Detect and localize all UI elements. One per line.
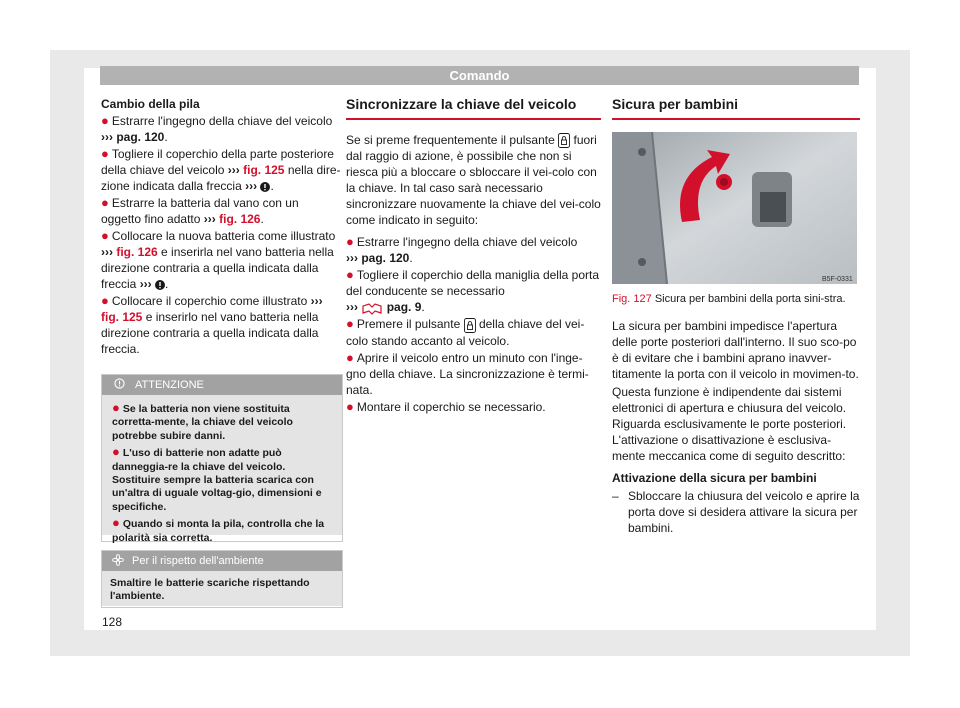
child-lock-section-title: Sicura per bambini	[612, 96, 860, 120]
page-number: 128	[102, 615, 123, 629]
bullet-2: ● Togliere il coperchio della parte posteriore della chiave del veicolo ››› fig. 125 nella dire-zione indicata dalla freccia ››› .	[101, 146, 341, 193]
sync-intro: Se si preme frequentemente il pulsante fuori dal raggio di azione, è possibile che non si riesca più a bloccare o sbloccare il vei-colo con la chiave. In tal caso sarà necessario sincronizzare nuovamente la chiave del vei-colo come indicato in seguito:	[346, 133, 601, 228]
bullet-dot: ●	[101, 228, 109, 243]
bullet-dot: ●	[346, 398, 354, 414]
bullet-dot: ●	[112, 515, 120, 531]
warning-icon	[114, 378, 125, 389]
dash-marker: –	[612, 489, 619, 503]
bullet-dot: ●	[101, 195, 109, 210]
door-lock-illustration	[612, 132, 857, 284]
sync-section-title: Sincronizzare la chiave del veicolo	[346, 96, 601, 120]
bullet-dot: ●	[101, 113, 109, 128]
flower-icon	[112, 554, 124, 566]
warning-body	[102, 395, 342, 544]
page-link[interactable]: ››› pag. 120	[101, 130, 165, 144]
environment-body: Smaltire le batterie scariche rispettando l'ambiente.	[102, 571, 342, 606]
bullet-3: ● Estrarre la batteria dal vano con un oggetto fino adatto ››› fig. 126.	[101, 195, 299, 226]
bullet-dot: ●	[101, 146, 109, 161]
warning-header: ATTENZIONE	[102, 375, 342, 395]
figure-caption: Fig. 127 Sicura per bambini della porta sini-stra.	[612, 293, 846, 305]
figure-link[interactable]: fig. 126	[116, 245, 158, 259]
bullet-4: ● Collocare la nuova batteria come illustrato ››› fig. 126 e inserirla nel vano batteria nella direzione contraria a quella indicata dalla freccia ››› .	[101, 228, 336, 291]
activation-step: – Sbloccare la chiusura del veicolo e aprire la porta dove si desidera attivare la sicura per bambini.	[612, 489, 860, 535]
child-lock-paragraph-2: Questa funzione è indipendente dai sistemi elettronici di apertura e chiusura del veicolo. Riguarda esclusivamente le porte posteriori. L'attivazione o disattivazione è esclusiva-mente meccanica come di seguito descritto:	[612, 385, 847, 463]
figure-link[interactable]: fig. 126	[219, 212, 261, 226]
bullet-dot: ●	[346, 349, 354, 365]
sync-bullet-1: ● Estrarre l'ingegno della chiave del veicolo ››› pag. 120.	[346, 234, 578, 266]
bullet-dot: ●	[346, 267, 354, 283]
sync-bullet-4: ● Aprire il veicolo entro un minuto con l'inge-gno della chiave. La sincronizzazione è termi-nata.	[346, 349, 589, 397]
warning-box	[101, 374, 343, 542]
page-link[interactable]: pag. 9	[386, 300, 422, 315]
figure-link[interactable]: fig. 125	[101, 310, 143, 324]
column-left	[101, 96, 341, 358]
environment-box	[101, 550, 343, 608]
battery-heading: Cambio della pila	[101, 97, 200, 111]
child-lock-paragraph-1: La sicura per bambini impedisce l'apertura delle porte posteriori dall'interno. Il suo sco-po è di evitare che i bambini aprano inavver-titamente la porta con il veicolo in movimen-to.	[612, 319, 859, 381]
bullet-dot: ●	[346, 234, 354, 250]
warning-item: ● Quando si monta la pila, controlla che la polarità sia corretta.	[112, 515, 325, 544]
environment-header: Per il rispetto dell'ambiente	[102, 551, 342, 571]
bullet-dot: ●	[112, 444, 120, 460]
warning-item: ● Se la batteria non viene sostituita corretta-mente, la chiave del veicolo potrebbe subire danni.	[112, 400, 293, 442]
page-link[interactable]: ››› pag. 120	[346, 251, 410, 266]
bullet-dot: ●	[346, 316, 354, 332]
sync-bullet-3: ● Premere il pulsante della chiave del vei-colo stando accanto al veicolo.	[346, 316, 585, 348]
figure-label: Fig. 127	[612, 293, 652, 305]
lock-button-icon	[464, 318, 476, 333]
warning-item: ● L'uso di batterie non adatte può danneggia-re la chiave del veicolo. Sostituire sempre la batteria scarica con un'altra di uguale voltag-gio, dimensioni e specifiche.	[112, 444, 322, 513]
activation-heading: Attivazione della sicura per bambini	[612, 471, 817, 485]
bullet-1: ● Estrarre l'ingegno della chiave del veicolo ››› pag. 120.	[101, 113, 333, 144]
column-middle	[346, 96, 601, 416]
bullet-dot: ●	[112, 400, 120, 415]
child-lock-figure	[612, 132, 857, 284]
warning-ref-icon[interactable]	[260, 182, 270, 192]
bullet-dot: ●	[101, 293, 109, 308]
image-code: B5F-0331	[822, 276, 853, 283]
chapter-header: Comando	[100, 66, 859, 85]
bullet-5: ● Collocare il coperchio come illustrato ››› fig. 125 e inserirlo nel vano batteria nella direzione contraria a quella indicata dalla freccia.	[101, 293, 323, 356]
lock-button-icon	[558, 133, 570, 148]
figure-link[interactable]: fig. 125	[243, 163, 285, 177]
sync-bullet-2: ● Togliere il coperchio della maniglia della porta del conducente se necessario ››› pag. 9.	[346, 267, 599, 315]
sync-bullet-5: ● Montare il coperchio se necessario.	[346, 398, 546, 414]
warning-ref-icon[interactable]	[155, 280, 165, 290]
booklet-icon[interactable]	[361, 302, 383, 315]
column-right	[612, 96, 860, 536]
